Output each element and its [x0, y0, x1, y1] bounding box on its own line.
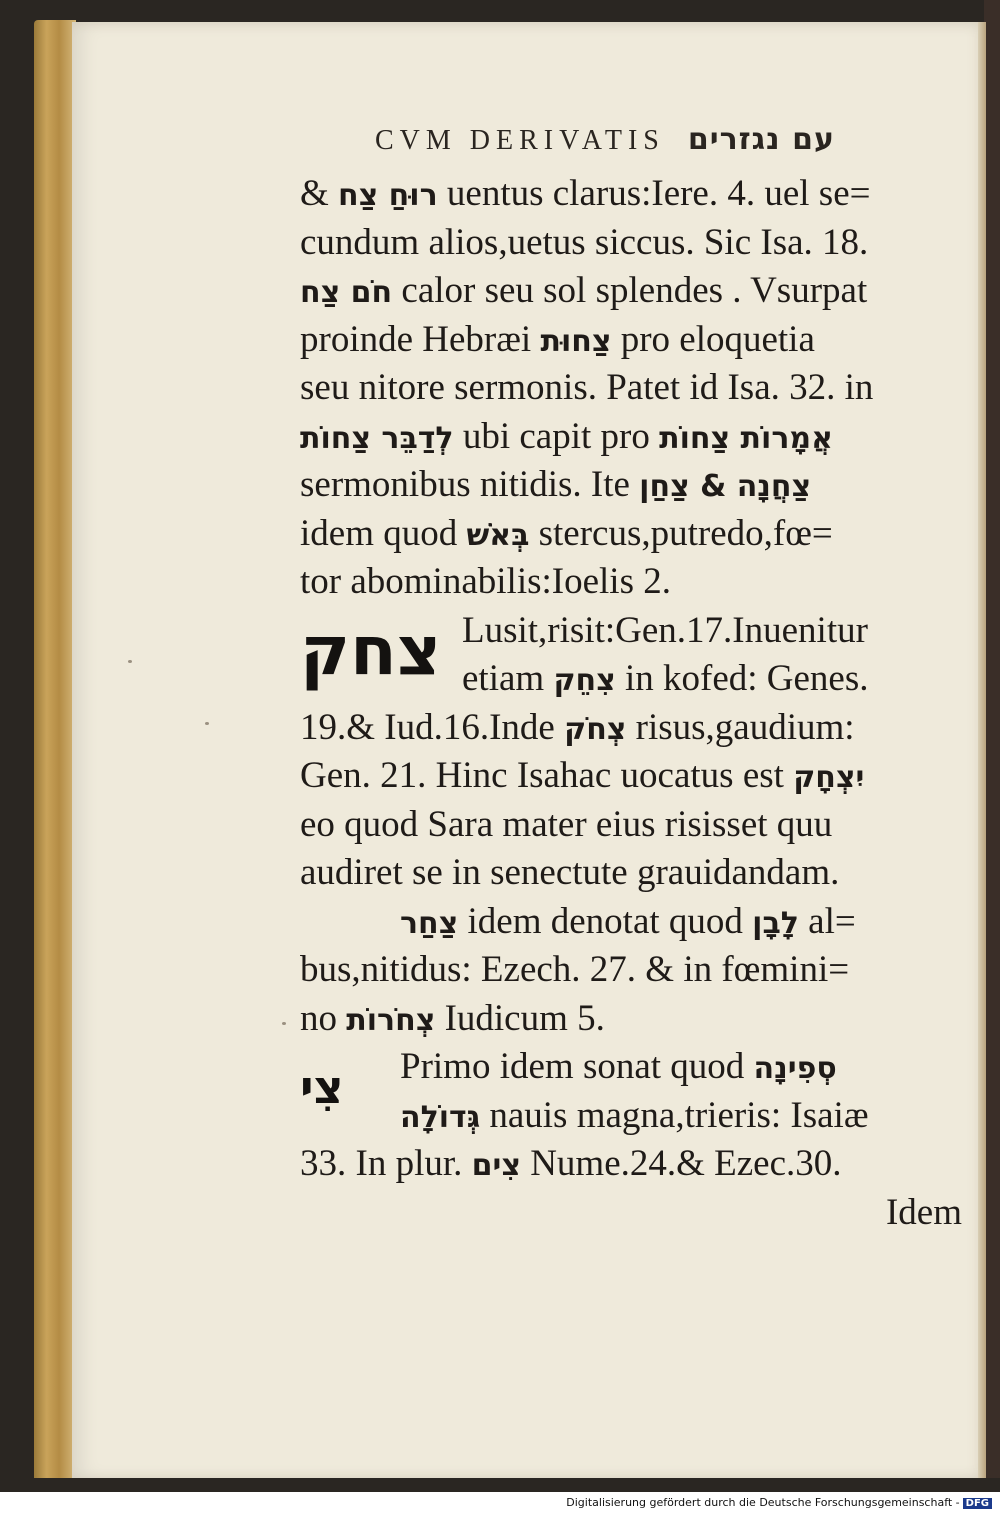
dfg-logo: DFG: [963, 1498, 992, 1509]
text-line: sermonibus nitidis. Ite צַחֲנָה & צַחַן: [300, 464, 812, 505]
text-line: proinde Hebræi צַחוּת pro eloquetia: [300, 318, 815, 360]
main-text: [300, 170, 962, 1237]
headword-tzi: צִי: [300, 1060, 344, 1114]
paper-speck: [128, 660, 132, 663]
text-line: seu nitore sermonis. Patet id Isa. 32. in: [300, 367, 874, 408]
scan-background-top: [0, 0, 1000, 22]
entry-line: audiret se in senectute grauidandam.: [300, 852, 840, 893]
entry-line: Gen. 21. Hinc Isahac uocatus est יִצְחָק: [300, 755, 865, 796]
entry-line: Primo idem sonat quod סְפִינָה: [400, 1046, 837, 1087]
running-head-hebrew: עם נגזרים: [687, 122, 835, 157]
headword-tzachak: צחק: [300, 612, 442, 691]
book-page-edge: [34, 20, 76, 1482]
text-line: & רוּחַ צַח uentus clarus:Iere. 4. uel se=: [300, 173, 871, 214]
text-line: tor abominabilis:Ioelis 2.: [300, 561, 671, 602]
catchword: Idem: [885, 1191, 962, 1233]
scan-background-bottom: [0, 1478, 1000, 1492]
page-fold-edge: [978, 22, 986, 1480]
paper-speck: [282, 1022, 286, 1025]
entry-line: no צְחֹרוֹת Iudicum 5.: [300, 997, 605, 1039]
scan-background-right: [984, 0, 1000, 1490]
text-line: idem quod בְּאֹשׁ stercus,putredo,fœ=: [300, 512, 833, 554]
text-line: cundum alios,uetus siccus. Sic Isa. 18.: [300, 221, 869, 263]
running-head-latin: CVM DERIVATIS: [375, 125, 665, 156]
entry-line: גְּדוֹלָה nauis magna,trieris: Isaiæ: [400, 1094, 869, 1136]
entry-line: Lusit,risit:Gen.17.Inuenitur: [462, 609, 868, 651]
entry-line: bus,nitidus: Ezech. 27. & in fœmini=: [300, 949, 850, 990]
paper-speck: [205, 722, 209, 725]
text-line: חֹם צַח calor seu sol splendes . Vsurpat: [300, 270, 868, 311]
digitization-credit: Digitalisierung gefördert durch die Deutsche Forschungsgemeinschaft - DFG: [566, 1496, 992, 1509]
scan-background-left: [0, 0, 36, 1490]
entry-line: 33. In plur. צִים Nume.24.& Ezec.30.: [300, 1143, 842, 1184]
running-head: [375, 122, 895, 162]
entry-line: צַחַר idem denotat quod לָבָן al=: [400, 900, 856, 942]
text-line: לְדַבֵּר צַחוֹת ubi capit pro אֲמָרוֹת צַחוֹת: [300, 415, 833, 457]
entry-line: eo quod Sara mater eius risisset quu: [300, 803, 833, 845]
entry-line: 19.& Iud.16.Inde צְחֹק risus,gaudium:: [300, 706, 855, 748]
entry-line: etiam צִחֵק in kofed: Genes.: [462, 658, 869, 699]
